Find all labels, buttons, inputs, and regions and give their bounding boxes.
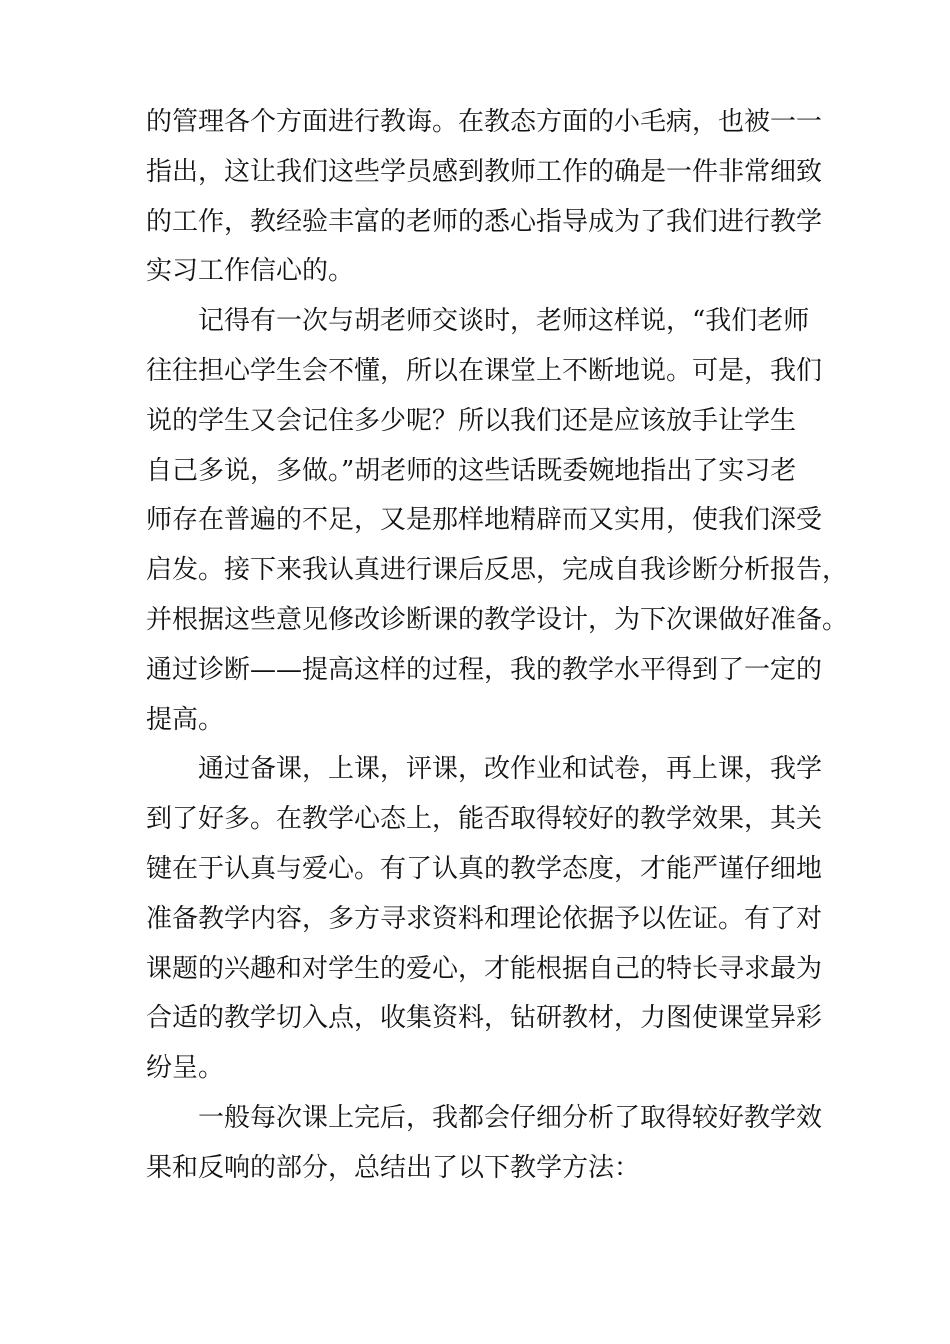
text-line: 往往担心学生会不懂，所以在课堂上不断地说。可是，我们 [146, 355, 823, 386]
text-line: 通过备课，上课，评课，改作业和试卷，再上课，我学 [198, 754, 823, 785]
text-line: 并根据这些意见修改诊断课的教学设计，为下次课做好准备。 [146, 604, 849, 635]
body-text [146, 98, 849, 1194]
text-line: 键在于认真与爱心。有了认真的教学态度，才能严谨仔细地 [146, 853, 823, 884]
text-line: 准备教学内容，多方寻求资料和理论依据予以佐证。有了对 [146, 903, 823, 934]
text-line: 的管理各个方面进行教诲。在教态方面的小毛病，也被一一 [146, 107, 823, 137]
text-line: 的工作，教经验丰富的老师的悉心指导成为了我们进行教学 [146, 206, 823, 237]
text-line: 果和反响的部分，总结出了以下教学方法： [146, 1152, 641, 1183]
text-line: 通过诊断——提高这样的过程，我的教学水平得到了一定的 [146, 654, 823, 685]
text-line: 说的学生又会记住多少呢？所以我们还是应该放手让学生 [146, 405, 797, 436]
text-line: 记得有一次与胡老师交谈时，老师这样说，“我们老师 [198, 306, 810, 337]
text-line: 提高。 [146, 704, 225, 735]
text-line: 一般每次课上完后，我都会仔细分析了取得较好教学效 [198, 1102, 823, 1133]
text-line: 指出，这让我们这些学员感到教师工作的确是一件非常细致 [146, 156, 823, 187]
text-line: 自己多说，多做。”胡老师的这些话既委婉地指出了实习老 [146, 455, 797, 486]
text-line: 实习工作信心的。 [146, 256, 355, 287]
text-line: 纷呈。 [146, 1053, 225, 1084]
text-line: 启发。接下来我认真进行课后反思，完成自我诊断分析报告， [146, 555, 849, 586]
text-line: 课题的兴趣和对学生的爱心，才能根据自己的特长寻求最为 [146, 953, 823, 984]
text-line: 合适的教学切入点，收集资料，钻研教材，力图使课堂异彩 [146, 1003, 823, 1034]
text-line: 到了好多。在教学心态上，能否取得较好的教学效果，其关 [146, 804, 823, 835]
text-line: 师存在普遍的不足，又是那样地精辟而又实用，使我们深受 [146, 505, 823, 536]
